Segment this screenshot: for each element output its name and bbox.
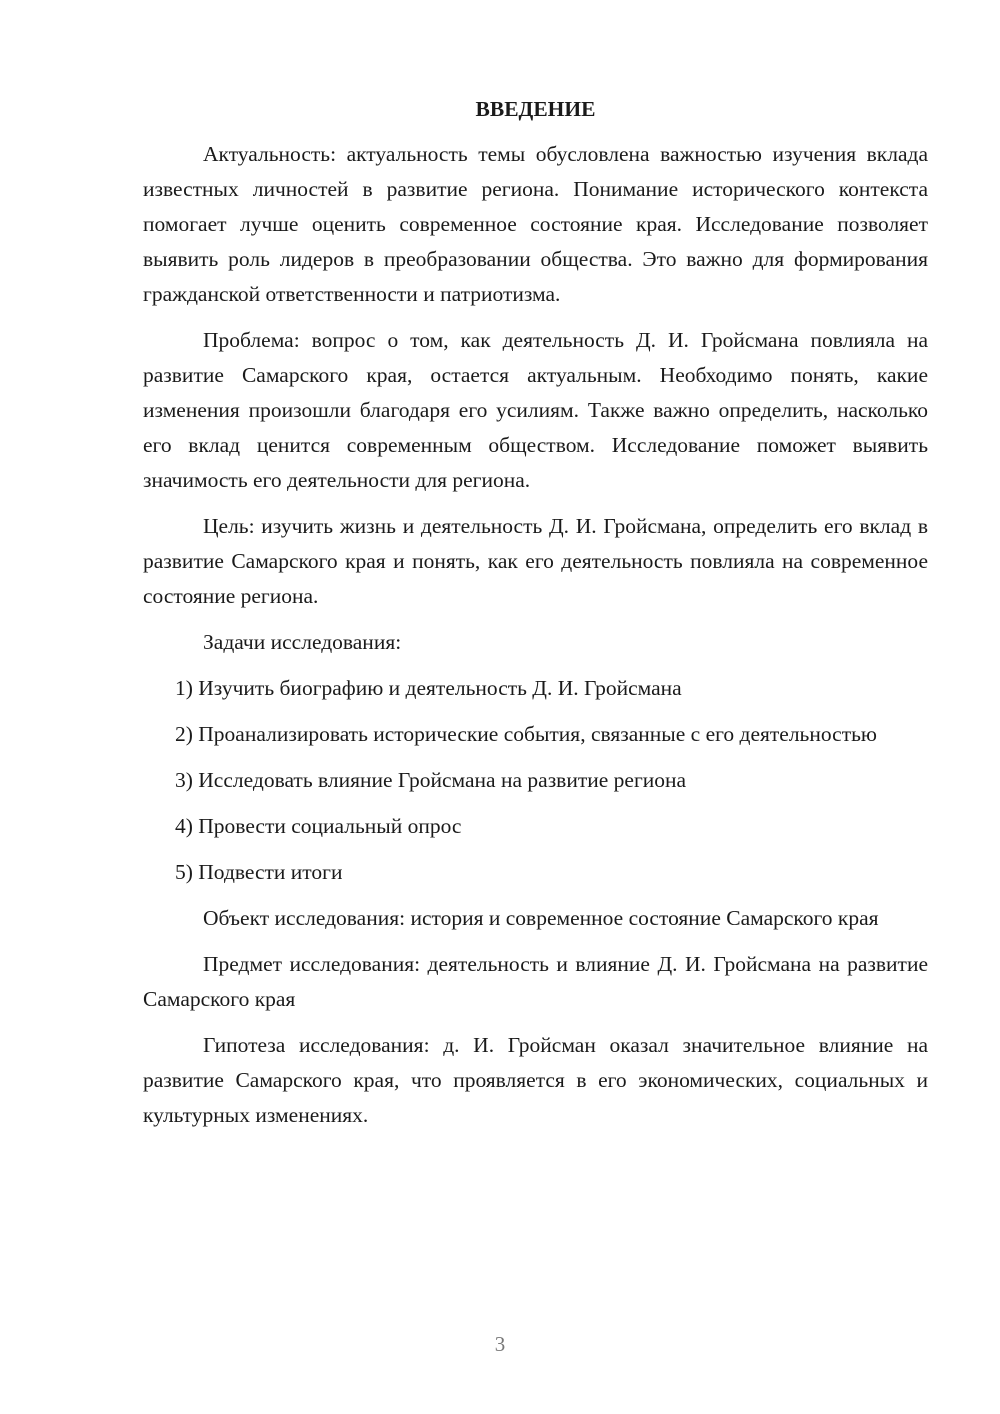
list-item: 3) Исследовать влияние Гройсмана на развитие региона bbox=[175, 768, 687, 792]
page-title: ВВЕДЕНИЕ bbox=[475, 97, 596, 121]
subject-paragraph: Предмет исследования: деятельность и влияние Д. И. Гройсмана на развитие Самарского края bbox=[143, 952, 928, 1011]
relevance-paragraph: Актуальность: актуальность темы обусловлена важностью изучения вклада известных личностей в развитие региона. Понимание исторического контекста помогает лучше оценить современное состояние края. Исследование позволяет выявить роль лидеров в преобразовании общества. Это важно для формирования гражданской ответственности и патриотизма. bbox=[143, 142, 928, 306]
tasks-list bbox=[143, 671, 928, 890]
goal-paragraph: Цель: изучить жизнь и деятельность Д. И. Гройсмана, определить его вклад в развитие Самарского края и понять, как его деятельность повлияла на современное состояние региона. bbox=[143, 514, 928, 608]
list-item: 2) Проанализировать исторические события, связанные с его деятельностью bbox=[175, 722, 877, 746]
list-item: 4) Провести социальный опрос bbox=[175, 814, 462, 838]
list-item: 1) Изучить биографию и деятельность Д. И. Гройсмана bbox=[175, 676, 682, 700]
page-number: 3 bbox=[494, 1332, 506, 1356]
document-page bbox=[143, 92, 928, 1144]
object-paragraph: Объект исследования: история и современное состояние Самарского края bbox=[203, 906, 879, 930]
tasks-title: Задачи исследования: bbox=[203, 630, 402, 654]
list-item: 5) Подвести итоги bbox=[175, 860, 343, 884]
problem-paragraph: Проблема: вопрос о том, как деятельность Д. И. Гройсмана повлияла на развитие Самарского края, остается актуальным. Необходимо понять, какие изменения произошли благодаря его усилиям. Также важно определить, насколько его вклад ценится современным обществом. Исследование поможет выявить значимость его деятельности для региона. bbox=[143, 328, 928, 492]
hypothesis-paragraph: Гипотеза исследования: д. И. Гройсман оказал значительное влияние на развитие Самарского края, что проявляется в его экономических, социальных и культурных изменениях. bbox=[143, 1033, 928, 1127]
